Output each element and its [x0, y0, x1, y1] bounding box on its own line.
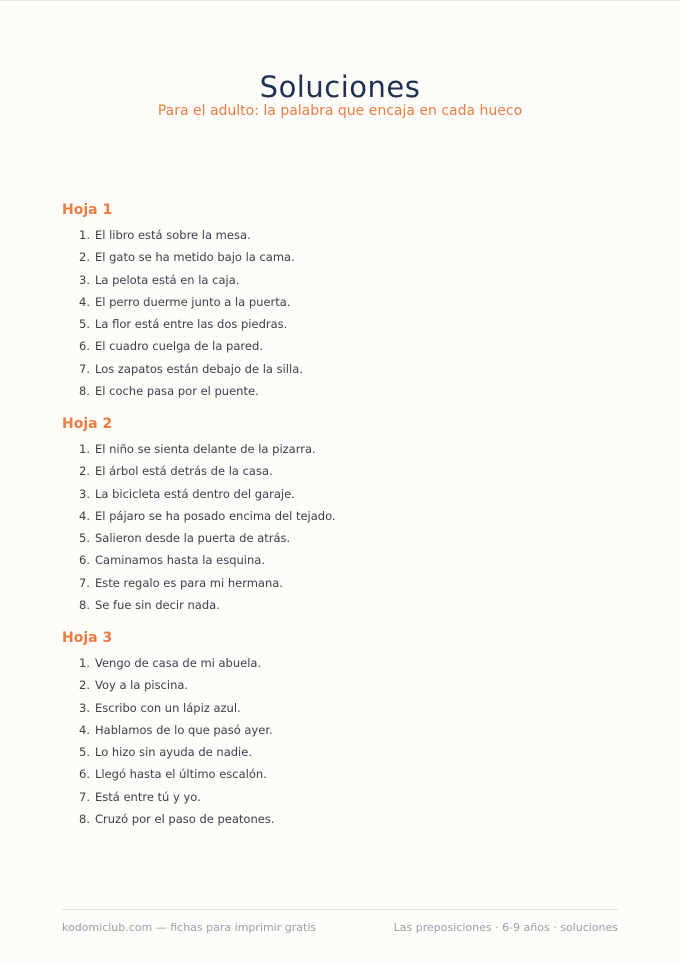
item-text: Vengo de casa de mi abuela. — [95, 656, 262, 670]
item-text: El árbol está detrás de la casa. — [95, 464, 273, 479]
answer-item — [62, 246, 622, 268]
item-text: La pelota está en la caja. — [95, 272, 240, 287]
answer-item — [62, 527, 622, 549]
item-text: El perro duerme junto a la puerta. — [95, 294, 291, 309]
item-text: El libro está sobre la mesa. — [95, 228, 251, 242]
answer-item — [62, 549, 622, 571]
section-title: Hoja 1 — [62, 202, 113, 218]
answer-item — [62, 572, 622, 594]
answer-item — [62, 763, 622, 785]
item-number: 7. — [79, 575, 90, 590]
item-number: 7. — [79, 361, 90, 376]
item-number: 4. — [79, 294, 90, 309]
answer-item — [62, 313, 622, 335]
answer-item — [62, 483, 622, 505]
item-text: La flor está entre las dos piedras. — [95, 317, 288, 332]
answer-item — [62, 380, 622, 402]
page-title: Soluciones — [259, 70, 421, 105]
item-text: Este regalo es para mi hermana. — [95, 575, 283, 590]
answer-item — [62, 358, 622, 380]
item-number: 8. — [79, 598, 90, 613]
item-number: 3. — [79, 272, 90, 287]
item-text: El pájaro se ha posado encima del tejado. — [95, 508, 336, 523]
item-text: El cuadro cuelga de la pared. — [95, 339, 263, 354]
item-number: 8. — [79, 812, 90, 827]
section-hoja-2 — [62, 414, 622, 616]
answer-item — [62, 741, 622, 763]
item-number: 1. — [79, 656, 90, 670]
item-text: Cruzó por el paso de peatones. — [95, 812, 275, 827]
item-number: 4. — [79, 508, 90, 523]
section-title: Hoja 2 — [62, 416, 113, 432]
item-number: 6. — [79, 553, 90, 568]
answer-item — [62, 269, 622, 291]
answer-item — [62, 224, 622, 246]
item-number: 6. — [79, 339, 90, 354]
answer-item — [62, 652, 622, 674]
answer-list — [62, 652, 622, 830]
item-number: 7. — [79, 789, 90, 804]
section-hoja-3 — [62, 628, 622, 830]
answer-item — [62, 460, 622, 482]
item-number: 4. — [79, 722, 90, 737]
item-text: Los zapatos están debajo de la silla. — [95, 361, 303, 376]
item-text: Llegó hasta el último escalón. — [95, 767, 267, 782]
answer-item — [62, 291, 622, 313]
answer-list — [62, 224, 622, 402]
item-number: 3. — [79, 700, 90, 715]
answer-item — [62, 674, 622, 696]
answer-item — [62, 505, 622, 527]
item-text: Hablamos de lo que pasó ayer. — [95, 722, 273, 737]
item-number: 5. — [79, 317, 90, 332]
item-number: 2. — [79, 678, 90, 693]
item-number: 5. — [79, 531, 90, 546]
item-number: 5. — [79, 745, 90, 760]
item-text: Escribo con un lápiz azul. — [95, 700, 241, 715]
item-text: Se fue sin decir nada. — [95, 598, 220, 613]
section-hoja-1 — [62, 200, 622, 402]
footer-divider — [62, 909, 618, 910]
section-title: Hoja 3 — [62, 630, 113, 646]
item-text: Caminamos hasta la esquina. — [95, 553, 265, 568]
answer-item — [62, 594, 622, 616]
item-text: El gato se ha metido bajo la cama. — [95, 250, 295, 265]
answer-item — [62, 786, 622, 808]
answer-item — [62, 808, 622, 830]
item-text: El coche pasa por el puente. — [95, 384, 259, 399]
item-text: La bicicleta está dentro del garaje. — [95, 486, 295, 501]
answer-item — [62, 438, 622, 460]
item-number: 8. — [79, 384, 90, 399]
item-number: 2. — [79, 250, 90, 265]
item-number: 2. — [79, 464, 90, 479]
footer-worksheet-info: Las preposiciones · 6-9 años · soluciones — [393, 921, 618, 934]
item-text: Voy a la piscina. — [95, 678, 189, 693]
item-text: Está entre tú y yo. — [95, 789, 201, 804]
answer-item — [62, 335, 622, 357]
item-number: 6. — [79, 767, 90, 782]
footer-site-link[interactable]: kodomiclub.com — fichas para imprimir gratis — [62, 921, 317, 934]
item-text: Salieron desde la puerta de atrás. — [95, 531, 291, 546]
answer-item — [62, 697, 622, 719]
item-number: 3. — [79, 486, 90, 501]
item-number: 1. — [79, 442, 90, 456]
answer-list — [62, 438, 622, 616]
item-number: 1. — [79, 228, 90, 242]
page-subtitle: Para el adulto: la palabra que encaja en cada hueco — [157, 103, 523, 119]
item-text: El niño se sienta delante de la pizarra. — [95, 442, 316, 456]
answer-item — [62, 719, 622, 741]
item-text: Lo hizo sin ayuda de nadie. — [95, 745, 252, 760]
